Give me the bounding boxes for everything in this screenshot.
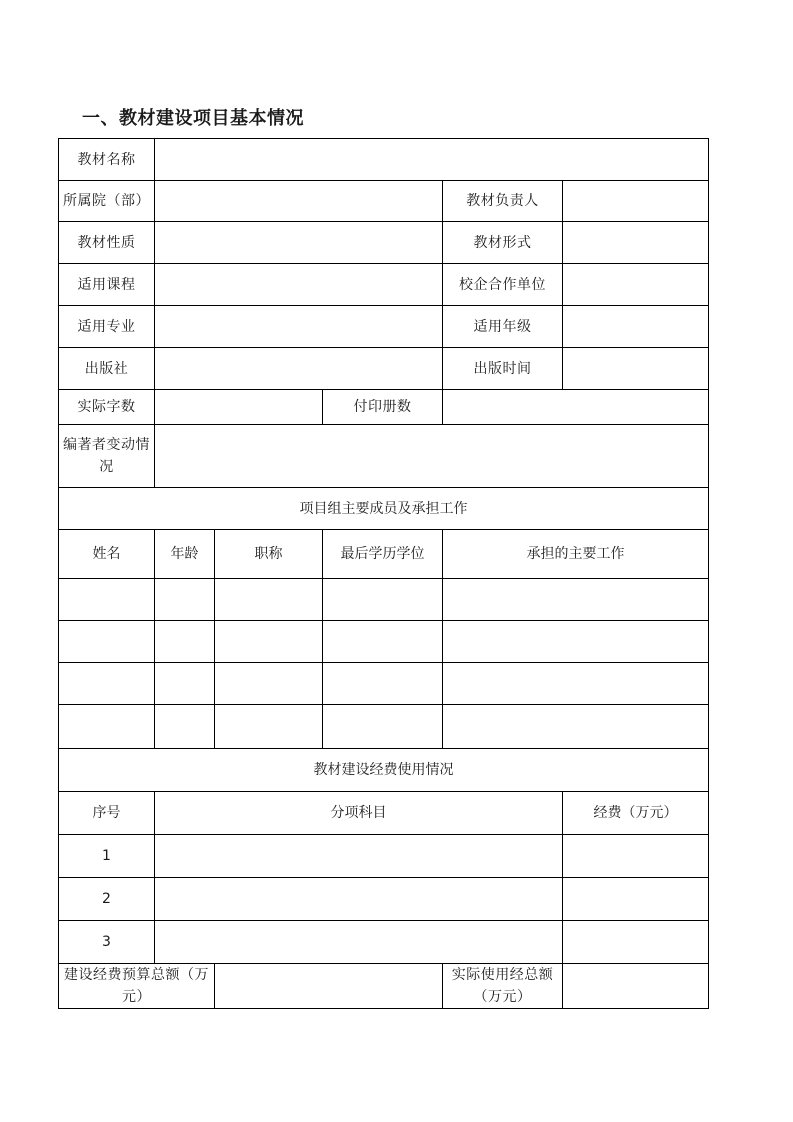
- team-column-headers: [59, 530, 709, 579]
- team-cell-title[interactable]: [215, 621, 323, 663]
- project-basic-info-table: [58, 138, 709, 1009]
- team-row: [59, 579, 709, 621]
- label-publish-time: 出版时间: [443, 348, 563, 390]
- funding-section-header: 教材建设经费使用情况: [59, 749, 709, 792]
- row-funding-header: [59, 749, 709, 792]
- funding-cell-amount[interactable]: [563, 921, 709, 964]
- field-author-change[interactable]: [155, 425, 709, 488]
- team-cell-degree[interactable]: [323, 579, 443, 621]
- label-college: 所属院（部）: [59, 181, 155, 222]
- funding-cell-item[interactable]: [155, 878, 563, 921]
- field-publisher[interactable]: [155, 348, 443, 390]
- funding-row: [59, 878, 709, 921]
- team-cell-age[interactable]: [155, 663, 215, 705]
- label-form: 教材形式: [443, 222, 563, 264]
- team-cell-duties[interactable]: [443, 579, 709, 621]
- team-cell-degree[interactable]: [323, 663, 443, 705]
- label-word-count: 实际字数: [59, 390, 155, 425]
- field-course[interactable]: [155, 264, 443, 306]
- row-funding-totals: [59, 964, 709, 1009]
- team-cell-duties[interactable]: [443, 663, 709, 705]
- team-cell-duties[interactable]: [443, 621, 709, 663]
- team-cell-title[interactable]: [215, 663, 323, 705]
- funding-cell-item[interactable]: [155, 921, 563, 964]
- funding-row-index: 2: [59, 878, 155, 921]
- field-actual-total[interactable]: [563, 964, 709, 1009]
- row-team-header: [59, 488, 709, 530]
- field-form[interactable]: [563, 222, 709, 264]
- team-cell-degree[interactable]: [323, 621, 443, 663]
- team-cell-name[interactable]: [59, 663, 155, 705]
- field-major[interactable]: [155, 306, 443, 348]
- label-course: 适用课程: [59, 264, 155, 306]
- funding-row: [59, 835, 709, 878]
- funding-row-index: 3: [59, 921, 155, 964]
- label-responsible-person: 教材负责人: [443, 181, 563, 222]
- row-textbook-name: [59, 139, 709, 181]
- funding-col-index: 序号: [59, 792, 155, 835]
- section-title: 一、教材建设项目基本情况: [82, 108, 304, 129]
- row-author-change: [59, 425, 709, 488]
- field-responsible-person[interactable]: [563, 181, 709, 222]
- team-section-header: 项目组主要成员及承担工作: [59, 488, 709, 530]
- row-major: [59, 306, 709, 348]
- team-col-title: 职称: [215, 530, 323, 579]
- field-print-run[interactable]: [443, 390, 709, 425]
- field-partner[interactable]: [563, 264, 709, 306]
- label-print-run: 付印册数: [323, 390, 443, 425]
- row-nature: [59, 222, 709, 264]
- team-cell-age[interactable]: [155, 579, 215, 621]
- field-textbook-name[interactable]: [155, 139, 709, 181]
- funding-col-item: 分项科目: [155, 792, 563, 835]
- team-row: [59, 663, 709, 705]
- team-cell-title[interactable]: [215, 705, 323, 749]
- team-cell-age[interactable]: [155, 621, 215, 663]
- row-publisher: [59, 348, 709, 390]
- team-row: [59, 621, 709, 663]
- team-cell-degree[interactable]: [323, 705, 443, 749]
- team-cell-duties[interactable]: [443, 705, 709, 749]
- label-budget-total: 建设经费预算总额（万元）: [59, 964, 215, 1009]
- team-col-degree: 最后学历学位: [323, 530, 443, 579]
- label-textbook-name: 教材名称: [59, 139, 155, 181]
- label-major: 适用专业: [59, 306, 155, 348]
- row-course: [59, 264, 709, 306]
- funding-cell-item[interactable]: [155, 835, 563, 878]
- team-cell-name[interactable]: [59, 579, 155, 621]
- label-partner: 校企合作单位: [443, 264, 563, 306]
- field-nature[interactable]: [155, 222, 443, 264]
- team-col-duties: 承担的主要工作: [443, 530, 709, 579]
- field-publish-time[interactable]: [563, 348, 709, 390]
- field-word-count[interactable]: [155, 390, 323, 425]
- field-budget-total[interactable]: [215, 964, 443, 1009]
- row-word-count: [59, 390, 709, 425]
- team-cell-name[interactable]: [59, 705, 155, 749]
- team-cell-title[interactable]: [215, 579, 323, 621]
- funding-row-index: 1: [59, 835, 155, 878]
- team-col-name: 姓名: [59, 530, 155, 579]
- field-grade[interactable]: [563, 306, 709, 348]
- team-row: [59, 705, 709, 749]
- label-nature: 教材性质: [59, 222, 155, 264]
- funding-cell-amount[interactable]: [563, 878, 709, 921]
- team-cell-age[interactable]: [155, 705, 215, 749]
- row-college: [59, 181, 709, 222]
- funding-cell-amount[interactable]: [563, 835, 709, 878]
- label-publisher: 出版社: [59, 348, 155, 390]
- funding-row: [59, 921, 709, 964]
- label-grade: 适用年级: [443, 306, 563, 348]
- team-cell-name[interactable]: [59, 621, 155, 663]
- label-actual-total: 实际使用经总额（万元）: [443, 964, 563, 1009]
- funding-column-headers: [59, 792, 709, 835]
- funding-col-amount: 经费（万元）: [563, 792, 709, 835]
- label-author-change: 编著者变动情况: [59, 425, 155, 488]
- field-college[interactable]: [155, 181, 443, 222]
- team-col-age: 年龄: [155, 530, 215, 579]
